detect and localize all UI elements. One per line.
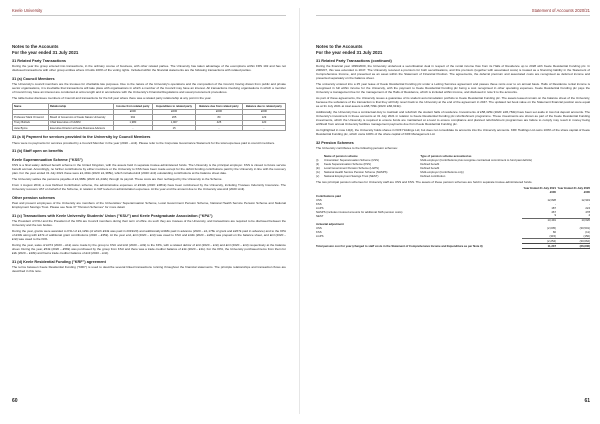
subheading: 31 (b) Staff open on benefits xyxy=(12,149,64,154)
subheading: 31 (d) Keele Residential Funding ("KRF") agreement xyxy=(12,260,106,265)
notes-period: For the year ended 31 July 2021 xyxy=(12,49,79,55)
value-2021: - xyxy=(555,201,556,206)
subheading: 31 (a) Council Members xyxy=(12,77,55,82)
page-number: 61 xyxy=(584,398,590,404)
value-2021: 66 xyxy=(552,230,556,234)
paragraph: During the year, grants were awarded to KSU of £1,129k (of which £34k was paid in 2019/20) and additionally £348k paid in advance (2020 – £1,176k of grant and £267k paid in advance) and to the KPA of £33k along with £47k of additional grant contributions (2020 – £35k). At the year end, £nil (2020 – £nil) was owed to KSU and £44k (2020 – £26k) was prepaid on the balance sheet, and £nil (2020 – £nil) was owed to the KPA. xyxy=(12,229,286,242)
col-header: Year Ended 31 July 2020 xyxy=(557,186,590,191)
grand-total-2020: (26,606) xyxy=(556,244,590,249)
value-2021: (2,005) xyxy=(547,226,556,231)
list-item xyxy=(316,175,590,179)
pension-schemes-list xyxy=(316,154,590,179)
row-label: NHSPS (includes invoiced amounts for additional NHS pension costs) xyxy=(316,209,403,214)
paragraph: KSS is a final salary defined benefit scheme in the United Kingdom, with the assets held in separate trustee-administered funds. The University is the principal employer. KSS is closed to future service benefit accrual. Accordingly, no further contributions by either members or the University to KSS have been made except for the deficit funding contributions paid by the University in line with the recovery plan. For the year ended 31 July 2021 these were £1,491k (2020: £1,385k), which included £nil (2020: £nil) outstanding contributions at the balance sheet date. xyxy=(12,163,286,176)
unit-label: £000 xyxy=(196,109,243,114)
subtotal-2020: 13,626 xyxy=(556,219,590,223)
paragraph: The University's council members are the trustees for charitable law purposes. Due to the nature of the University's operations and the composition of the Council, having drawn from public and private sector organisations, it is inevitable that transactions will take place with organisations in which a member of the Council may have an interest. All transactions involving organisations in which a member of Council may have an interest are conducted at arms length and in accordance with the University's Financial Regulations and usual procurement procedures. xyxy=(12,82,286,95)
notes-title: Notes to the Accounts xyxy=(12,44,59,49)
scheme-name: Universities' Superannuation Scheme (USS) xyxy=(324,157,379,162)
balance-to-value: 120 xyxy=(242,120,285,125)
expenditure-value: 15 xyxy=(153,126,196,131)
council-members-table xyxy=(12,103,286,131)
page-number: 60 xyxy=(12,398,18,404)
member-name: Professor Mark Ormerod xyxy=(13,115,49,120)
scheme-type: Defined benefit xyxy=(420,165,440,170)
paragraph: As part of these agreements, the University issues a guarantee of its student accommodation portfolio to Keele Residential Funding plc. The assets leased remain on the balance sheet of the University, because the substance of the transaction is that they will fully revert back to the University at the end of the agreement in 2047. The updated net book value on the Statement financial position were equal as at 31 July 2021 at total assets is £68,739k (2020: £66,913k). xyxy=(316,96,590,109)
value-2020: 224 xyxy=(585,205,590,210)
paragraph: The terms between Keele Residential Funding ("KRF") is used to describe several linked transactions running throughout the financial statements. The principle relationships and transaction flows are described in this note. xyxy=(12,265,286,274)
paragraph: Additionally, the University has a contractual duty to maintain and refurbish the student halls of residence. Investments of £58,425k (2020: £36,784k) have been set aside in low risk deposit accounts. The University's investment in these accounts at 31 July 2021 in relation to Keele Residential Funding plc refurbishment programme. These investments are shown as part of the Keele Residential Funding investments, which the University is required to ensure funds are maintained at a level to ensure compliance and planned refurbishment programmes are failure to comply may result in money being withheld from annual University facilities management payments due from Keele Residential Funding plc. xyxy=(316,110,590,127)
section-label: Actuarial adjustment xyxy=(316,222,344,227)
header-divider xyxy=(316,15,590,16)
col-header: Name of pension scheme xyxy=(324,153,358,158)
value-2020: (30,501) xyxy=(579,226,590,231)
pension-cost-table xyxy=(316,187,590,249)
row-label: NEST xyxy=(316,213,324,218)
value-2020: (150) xyxy=(583,233,590,238)
value-2020: 12,919 xyxy=(581,197,590,202)
balance-from-value: 80 xyxy=(196,115,243,120)
paragraph: The two principal pension schemes for University staff are USS and KSS. The assets of these pension schemes are held in separate trustee-administered funds. xyxy=(316,179,533,184)
col-header: Relationship xyxy=(48,104,113,109)
col-header: Year Ended 31 July 2021 xyxy=(523,186,556,191)
row-label: KSS xyxy=(316,230,322,234)
header-divider xyxy=(12,15,286,16)
item-index: (iv) xyxy=(316,169,320,174)
row-label: LGPS xyxy=(316,234,324,239)
section-label: Contributions paid xyxy=(316,193,341,198)
org-name: Keele University xyxy=(12,8,43,13)
income-value: - xyxy=(113,126,153,131)
scheme-name: Keele Superannuation Scheme (KSS) xyxy=(324,161,371,166)
grand-total-label: Total pension cost for year (charged to staff costs in the Statement of Comprehensive Income and Expenditure as per Note 9) xyxy=(316,243,483,248)
scheme-name: National Employment Savings Trust (NEST) xyxy=(324,174,379,179)
member-name: Tracy Bullock xyxy=(13,120,49,125)
income-value: 1,980 xyxy=(113,120,153,125)
section-heading: 31 Related Party Transactions xyxy=(12,59,67,64)
paragraph: The University settles the pensions payable of £1,988k (2020: £1,442k) through its payroll. These costs are then recharged by the University to the Scheme. xyxy=(12,177,223,182)
paragraph: From 1 August 2019, a new Defined Contribution scheme, the administrative expenses of £342k (2020: £381k) have been reimbursed by the University, including Trustees Indemnity Insurance. The University recovers VAT on behalf of the Scheme, in relation to VAT levied on administration expenses. At the year end the amount due to the University was £nil (2020: £nil). xyxy=(12,183,286,192)
col-header: Name xyxy=(13,104,49,109)
col-header: Balance due from related party xyxy=(196,104,243,109)
section-heading: 32 Pension Schemes xyxy=(316,141,354,146)
income-value: 392 xyxy=(113,115,153,120)
balance-to-value: - xyxy=(242,126,285,131)
section-heading: 31 Related Party Transactions (continued) xyxy=(316,59,392,64)
expenditure-value: 265 xyxy=(153,115,196,120)
grand-total-row xyxy=(316,244,590,249)
unit-label: £000 xyxy=(583,190,590,195)
paragraph: As highlighted in note 13(d), the University holds shares in KRF Holdings Ltd, but does not consolidate its accounts into the University accounts. KRF Holdings Ltd owns 100% of the share capital of Keele Residential Funding plc, which owns 100% of the share capital of KRF Management Ltd. xyxy=(316,128,590,137)
right-page xyxy=(300,0,600,424)
relationship: Board of Governors of Keele Nature University xyxy=(48,115,113,120)
notes-title: Notes to the Accounts xyxy=(316,44,363,49)
scheme-name: Local Government Pension Scheme (LGPS) xyxy=(324,165,379,170)
unit-label: £000 xyxy=(153,109,196,114)
value-2021: 12,828 xyxy=(547,197,556,202)
row-label: USS xyxy=(316,226,322,231)
subtotal-2020: (30,662) xyxy=(556,239,590,244)
notes-period: For the year ended 31 July 2021 xyxy=(316,49,383,55)
value-2020: (11) xyxy=(585,230,590,234)
value-2021: 9 xyxy=(554,213,556,218)
unit-label: £000 xyxy=(113,109,153,114)
paragraph: The university entered into a 25 year lease of Keele Residential Funding plc under a Letting Services agreement and passes these rents over to an annual basis. Halls of Residence rental income is recognised in full within income for the University, with the payment to Keele Residential Funding plc being a cost recognised in other operating expenses. Keele Residential Funding plc pays the University a management fee for the management of the Halls of Residence, which is included within income, and disclosed in note 9 to the accounts. xyxy=(316,82,590,95)
scheme-type: Defined contribution xyxy=(420,174,446,179)
col-header: Income from related party xyxy=(113,104,153,109)
item-index: (iii) xyxy=(316,165,320,170)
value-2020: 4 xyxy=(588,213,590,218)
paragraph: During the financial year 1999/2000, the University undertook a securitisation deal in respect of the rental income flow from its Halls of Residence up to 2028 with Keele Residential Funding plc. In 2006/07, this was extended to 2047. The University received a premium for both securitisations, and this premium (together with associated costs) is treated as a financing liability in the Statement of Comprehensive Income, and presented as an asset within the Statement of Financial Position. The agreements, the deferral premium and associated costs are recognised as deferred income and presented separately on the balance sheet. xyxy=(316,64,590,81)
relationship: Executive Director at Keele Business Advisors xyxy=(48,126,113,131)
balance-from-value: - xyxy=(196,126,243,131)
subheading: Other pension schemes xyxy=(12,196,56,201)
paragraph: The University contributes to the following pension schemes: xyxy=(316,146,398,151)
value-2021: 467 xyxy=(551,209,556,214)
statement-title: Statement of Accounts 2020/21 xyxy=(531,8,590,13)
subtotal-2021: 13,491 xyxy=(522,219,556,223)
subtotal-2021: (2,254) xyxy=(522,239,556,244)
subheading: 31 (a ii) Payment for services provided to the University by Council Members xyxy=(12,135,151,140)
col-header: Expenditure to related party xyxy=(153,104,196,109)
row-label: USS xyxy=(316,197,322,202)
paragraph: There were no payments for services provided by a Council Member in the year (2020 – £nil). Please refer to the Corporate Governance Statement for the total expenses paid to council members. xyxy=(12,140,276,145)
unit-label: £000 xyxy=(242,109,285,114)
item-index: (v) xyxy=(316,174,320,179)
table-row xyxy=(13,126,286,131)
value-2020: - xyxy=(589,201,590,206)
subheading: 31 (c) Transactions with Keele University Students' Union ("KSU") and Keele Postgraduate Association ("KPA") xyxy=(12,214,213,219)
paragraph: During the year, sales of £374 (2020 – £1k) were made by the group to KSU and £nil (2020 – £3k) to the KPA, with a related debtor of £nil (2020 – £nil) and £nil (2020 – £nil) respectively at the balance sheet. During the year, £54k (2020 – £58k) was purchased by the group from KSU and there was a trade creditor balance of £1k (2020 – £1k). For the KPA, the University purchased items from them for £2k (2020 – £18k) and had a trade creditor balance of £nil (2020 – £nil). xyxy=(12,243,286,256)
value-2021: 187 xyxy=(551,205,556,210)
paragraph: The President of KSU and the President of the KPA are Council members during their term of office. As such they are trustees of the University, and transactions are required to be disclosed between the University and the two bodies. xyxy=(12,219,286,228)
col-header: Type of pension scheme accounted as xyxy=(420,153,472,158)
scheme-type: Defined benefit xyxy=(420,161,440,166)
paragraph: During the year the group entered into transactions, in the ordinary course of business, with other related parties. The University has taken advantage of the exemptions within FRS 102 and has not disclosed transactions with other group entities where it holds 100% of the voting rights. Included within the financial statements are the following transactions with related parties. xyxy=(12,64,286,73)
grand-total-2021: 11,237 xyxy=(522,244,556,249)
balance-from-value: 425 xyxy=(196,120,243,125)
item-index: (ii) xyxy=(316,161,320,166)
balance-to-value: 129 xyxy=(242,115,285,120)
subheading: Keele Superannuation Scheme ("KSS") xyxy=(12,158,83,163)
row-label: LGPS xyxy=(316,205,324,210)
right-content xyxy=(316,44,590,250)
paragraph: Past and present employees of the University are members of the Universities' Superannuation Scheme, Local Government Pension Scheme, National Health Service Pension Scheme and National Employment Savings Trust. Please see Note 37 "Pension Schemes" for more detail. xyxy=(12,201,286,210)
paragraph: The table below discloses members of Council and transactions for the full year where there was a related party relationship at any point in the year. xyxy=(12,96,212,101)
item-index: (i) xyxy=(316,157,319,162)
value-2020: 478 xyxy=(585,209,590,214)
unit-label: £000 xyxy=(549,190,556,195)
col-header: Balance due to related party xyxy=(242,104,285,109)
expenditure-value: 1,907 xyxy=(153,120,196,125)
left-content xyxy=(12,44,286,277)
scheme-type: Multi-employer (Contributions only) xyxy=(420,169,464,174)
value-2021: (315) xyxy=(549,233,556,238)
relationship: Chief Executive of UHNM xyxy=(48,120,113,125)
scheme-type: Multi-employer (Contributions plus recognise contractual commitment to fund past deficits) xyxy=(420,157,532,162)
scheme-name: National Health Service Pension Scheme (NHSPS) xyxy=(324,169,388,174)
member-name: Jane Byrne xyxy=(13,126,49,131)
row-label: KSS xyxy=(316,201,322,206)
